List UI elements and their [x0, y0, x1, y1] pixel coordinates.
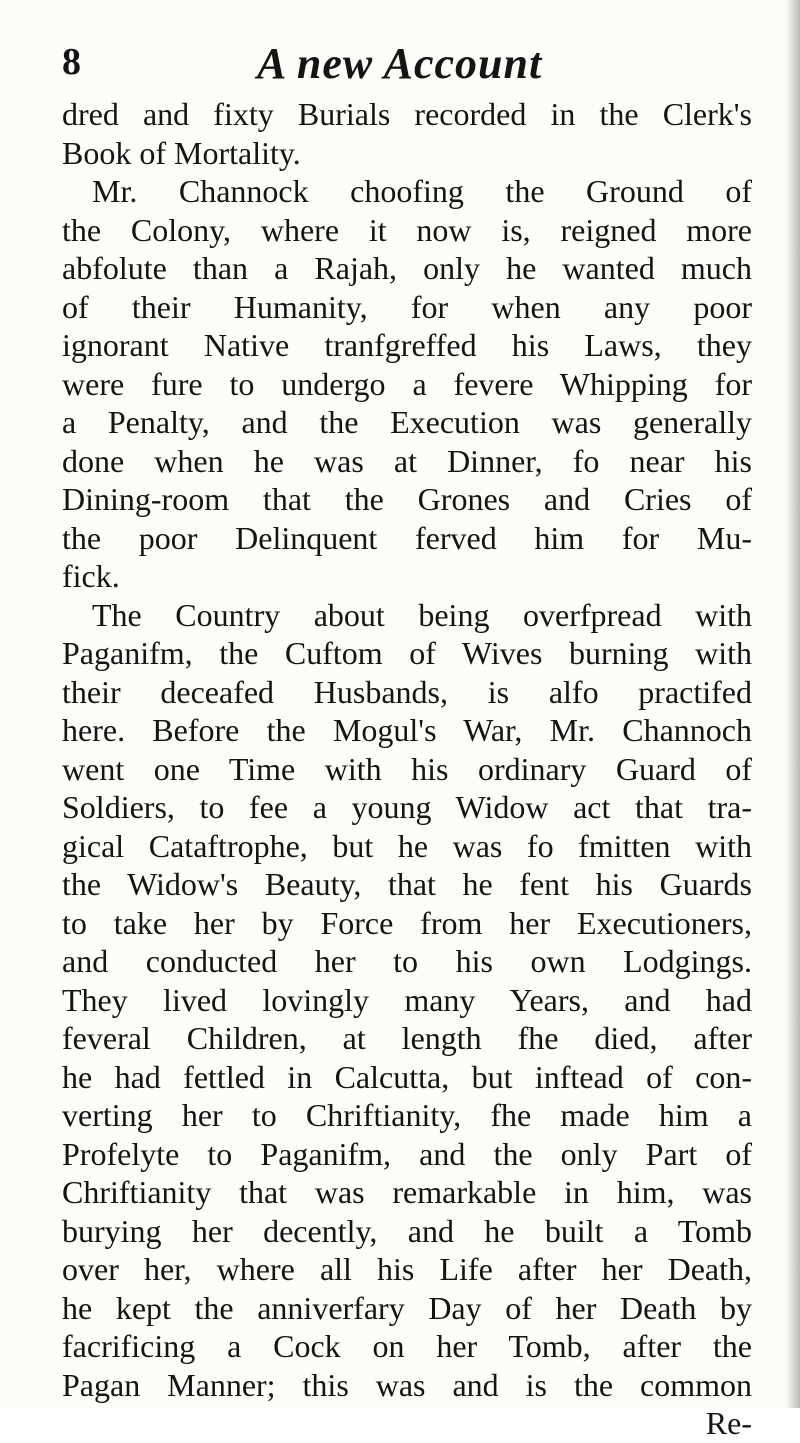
running-head: A new Account	[257, 39, 543, 88]
text-line: done when he was at Dinner, fo near his	[62, 442, 752, 479]
text-line: verting her to Chriftianity, fhe made him a	[62, 1097, 752, 1133]
text-line: burying her decently, and he built a Tomb	[62, 1212, 752, 1249]
text-line: of their Humanity, for when any poor	[62, 288, 752, 325]
text-line: They lived lovingly many Years, and had	[62, 981, 752, 1018]
text-line: fick.	[62, 558, 120, 594]
text-line: Pagan Manner; this was and is the common	[62, 1366, 752, 1403]
text-line: Dining-room that the Grones and Cries of	[62, 481, 752, 517]
text-line: gical Cataftrophe, but he was fo fmitten with	[62, 827, 752, 864]
text-line: were fure to undergo a fevere Whipping for	[62, 365, 752, 402]
text-line: over her, where all his Life after her Death,	[62, 1251, 752, 1287]
text-line: dred and fixty Burials recorded in the Clerk's	[62, 96, 752, 132]
text-line: a Penalty, and the Execution was generally	[62, 404, 752, 440]
paragraph-start-line: The Country about being overfpread with	[92, 596, 752, 633]
text-line: the poor Delinquent ferved him for Mu-	[62, 519, 752, 556]
page-header	[62, 40, 752, 90]
text-line: the Widow's Beauty, that he fent his Guards	[62, 866, 752, 902]
text-line: he had fettled in Calcutta, but inftead of con-	[62, 1058, 752, 1095]
body-text	[62, 95, 752, 1443]
text-line: facrificing a Cock on her Tomb, after the	[62, 1328, 752, 1364]
text-line: to take her by Force from her Executioners,	[62, 904, 752, 941]
catchword: Re-	[705, 1405, 752, 1441]
text-line: ignorant Native tranfgreffed his Laws, they	[62, 327, 752, 363]
text-line: Book of Mortality.	[62, 134, 301, 171]
text-line: Soldiers, to fee a young Widow act that tra-	[62, 789, 752, 825]
text-line: the Colony, where it now is, reigned more	[62, 211, 752, 248]
text-line: here. Before the Mogul's War, Mr. Channoch	[62, 712, 752, 748]
page-number: 8	[62, 41, 81, 83]
paragraph-start-line: Mr. Channock choofing the Ground of	[92, 173, 752, 209]
text-line: Paganifm, the Cuftom of Wives burning with	[62, 635, 752, 671]
text-line: their deceafed Husbands, is alfo practifed	[62, 673, 752, 710]
text-line: Profelyte to Paganifm, and the only Part of	[62, 1135, 752, 1172]
text-line: feveral Children, at length fhe died, after	[62, 1020, 752, 1056]
text-line: he kept the anniverfary Day of her Death by	[62, 1289, 752, 1326]
text-line: and conducted her to his own Lodgings.	[62, 943, 752, 979]
text-line: abfolute than a Rajah, only he wanted much	[62, 250, 752, 286]
text-line: went one Time with his ordinary Guard of	[62, 750, 752, 787]
text-line: Chriftianity that was remarkable in him, was	[62, 1174, 752, 1210]
